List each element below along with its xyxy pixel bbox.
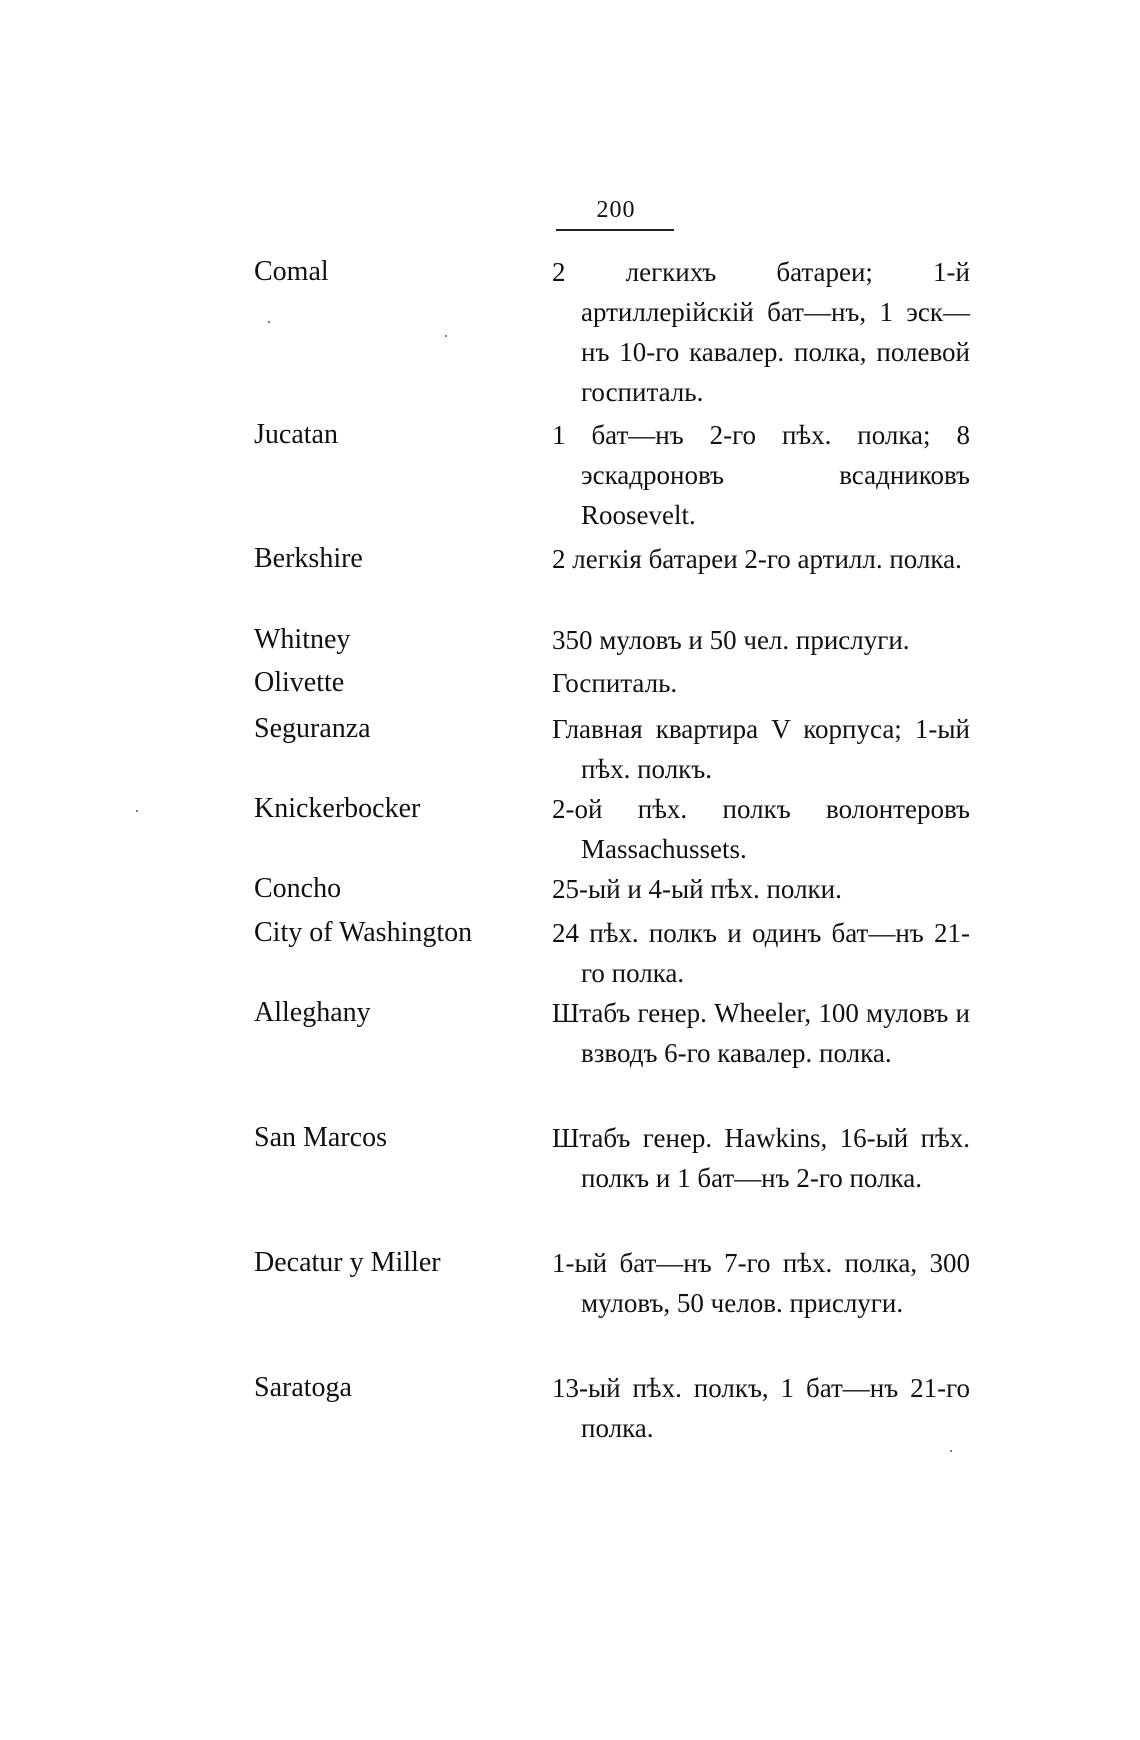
ship-cargo: 13-ый пѣх. полкъ, 1 бат—нъ 21-го полка. bbox=[552, 1373, 970, 1443]
ship-name: City of Washington bbox=[254, 917, 473, 948]
ship-cargo: Штабъ генер. Wheeler, 100 муловъ и взводъ 6-го кавалер. полка. bbox=[552, 998, 970, 1068]
scan-speck bbox=[950, 1450, 952, 1452]
ship-name: Alleghany bbox=[254, 997, 371, 1028]
ship-cargo: 2 легкія батареи 2-го артилл. полка. bbox=[552, 544, 962, 574]
ship-name: Decatur y Miller bbox=[254, 1247, 441, 1278]
scan-speck bbox=[268, 321, 270, 323]
ship-name: Whitney bbox=[254, 624, 351, 655]
ship-name: Jucatan bbox=[254, 419, 338, 450]
ship-cargo: 24 пѣх. полкъ и одинъ бат—нъ 21-го полка. bbox=[552, 918, 970, 988]
ship-cargo: 2-ой пѣх. полкъ волонтеровъ Massachussets. bbox=[552, 794, 970, 864]
ship-name: Knickerbocker bbox=[254, 793, 421, 824]
ship-cargo: 25-ый и 4-ый пѣх. полки. bbox=[552, 874, 842, 904]
ship-name: San Marcos bbox=[254, 1122, 387, 1153]
ship-cargo: 350 муловъ и 50 чел. прислуги. bbox=[552, 625, 910, 655]
ship-name: Comal bbox=[254, 256, 329, 287]
ship-name: Saratoga bbox=[254, 1372, 352, 1403]
page-number-rule bbox=[556, 229, 674, 231]
scan-speck bbox=[136, 810, 138, 812]
ship-cargo: Главная квартира V корпуса; 1-ый пѣх. полкъ. bbox=[552, 714, 970, 784]
ship-name: Concho bbox=[254, 873, 342, 904]
page-number: 200 bbox=[596, 197, 636, 223]
ship-name: Olivette bbox=[254, 667, 345, 698]
ship-cargo: Штабъ генер. Hawkins, 16-ый пѣх. полкъ и 1 бат—нъ 2-го полка. bbox=[552, 1123, 970, 1193]
ship-cargo: 1-ый бат—нъ 7-го пѣх. полка, 300 муловъ, 50 челов. прислуги. bbox=[552, 1248, 970, 1318]
ship-cargo: 1 бат—нъ 2-го пѣх. полка; 8 эскадроновъ всадниковъ Roosevelt. bbox=[552, 420, 970, 530]
ship-name: Seguranza bbox=[254, 713, 371, 744]
ship-name: Berkshire bbox=[254, 543, 363, 574]
scan-speck bbox=[445, 335, 447, 337]
ship-cargo: Госпиталь. bbox=[552, 668, 678, 698]
ship-cargo: 2 легкихъ батареи; 1-й артиллерійскій бат—нъ, 1 эск—нъ 10-го кавалер. полка, полевой госпиталь. bbox=[552, 257, 970, 407]
